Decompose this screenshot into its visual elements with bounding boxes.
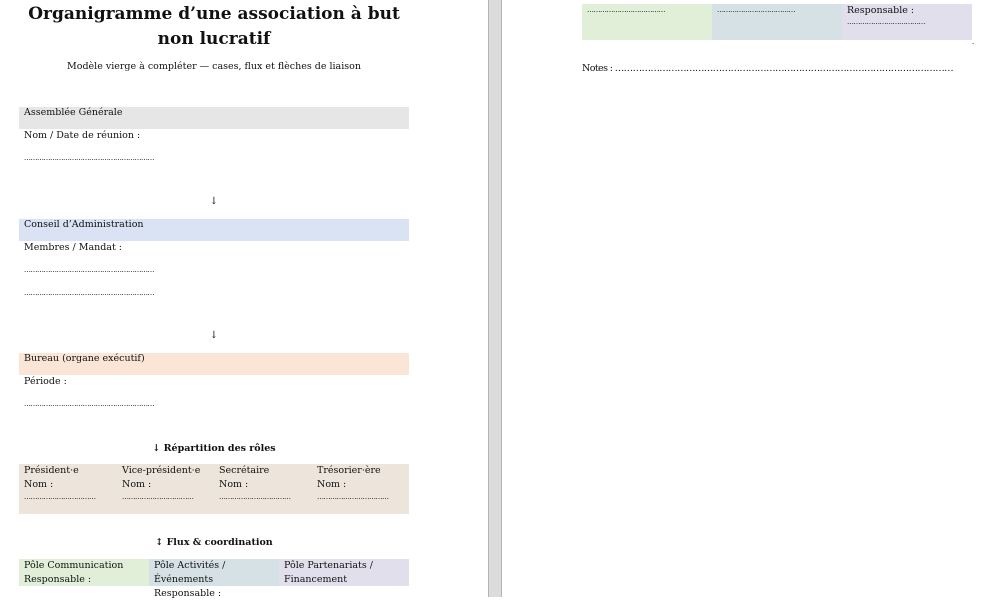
pole-activities — [149, 559, 279, 599]
assembly-field-label: Nom / Date de réunion : — [24, 130, 141, 141]
down-arrow-icon: ↓ — [209, 196, 219, 207]
pole-responsible-label: Responsable : — [847, 5, 915, 16]
board-fill-line-1: …………………………………………………… — [24, 266, 154, 274]
page-edge-left — [488, 0, 489, 597]
pole-name: Pôle Communication — [24, 560, 124, 571]
pole-fill-line: ……………………………… — [587, 6, 665, 14]
pole-name-cont: Financement — [284, 574, 348, 585]
document-title: Organigramme d’une association à but non lucratif — [28, 4, 400, 49]
pole-name: Pôle Activités / Événements — [154, 560, 226, 585]
role-name-label: Nom : — [24, 479, 54, 490]
pole-name: Pôle Partenariats / — [284, 560, 373, 571]
role-secretary — [214, 464, 311, 502]
role-name-label: Nom : — [317, 479, 347, 490]
role-fill-line: …………………………… — [219, 493, 291, 501]
poles-row — [19, 559, 409, 599]
role-name-label: Nom : — [122, 479, 152, 490]
role-title: Président·e — [24, 465, 79, 476]
paragraph-mark: . — [972, 38, 975, 46]
pole-responsible-label: Responsable : — [24, 574, 92, 585]
pole-fill-line: ……………………………… — [847, 18, 925, 26]
pole-activities-cont — [712, 4, 842, 40]
document-page-2 — [502, 0, 994, 597]
role-president — [19, 464, 116, 502]
pole-communication-cont — [582, 4, 712, 40]
role-title: Vice-président·e — [122, 465, 201, 476]
pole-communication — [19, 559, 149, 586]
poles-row-continued — [582, 4, 972, 40]
bureau-field-label: Période : — [24, 376, 67, 387]
role-treasurer — [312, 464, 409, 502]
document-subtitle: Modèle vierge à compléter — cases, flux et flèches de liaison — [67, 61, 361, 72]
role-fill-line: …………………………… — [24, 493, 96, 501]
role-fill-line: …………………………… — [317, 493, 389, 501]
pole-partnerships — [279, 559, 409, 586]
bureau-fill-line: …………………………………………………… — [24, 400, 154, 408]
notes-line: Notes : …………………………………………………………………………………………………… — [582, 63, 953, 74]
assembly-header: Assemblée Générale — [19, 107, 409, 129]
roles-box — [19, 464, 409, 514]
flux-section-title: ↕ Flux & coordination — [155, 537, 273, 548]
role-title: Secrétaire — [219, 465, 270, 476]
down-arrow-icon: ↓ — [209, 330, 219, 341]
pole-fill-line: ……………………………… — [717, 6, 795, 14]
page-gap — [488, 0, 502, 597]
role-name-label: Nom : — [219, 479, 249, 490]
document-page-1 — [0, 0, 488, 597]
roles-section-title: ↓ Répartition des rôles — [152, 443, 276, 454]
board-field-label: Membres / Mandat : — [24, 242, 123, 253]
pole-responsible-label: Responsable : — [154, 588, 222, 599]
assembly-fill-line: …………………………………………………… — [24, 154, 154, 162]
bureau-header: Bureau (organe exécutif) — [19, 353, 409, 375]
board-fill-line-2: …………………………………………………… — [24, 289, 154, 297]
board-header: Conseil d’Administration — [19, 219, 409, 241]
role-fill-line: …………………………… — [122, 493, 194, 501]
role-vice-president — [117, 464, 214, 502]
pole-partnerships-cont — [842, 4, 972, 40]
role-title: Trésorier·ère — [317, 465, 381, 476]
